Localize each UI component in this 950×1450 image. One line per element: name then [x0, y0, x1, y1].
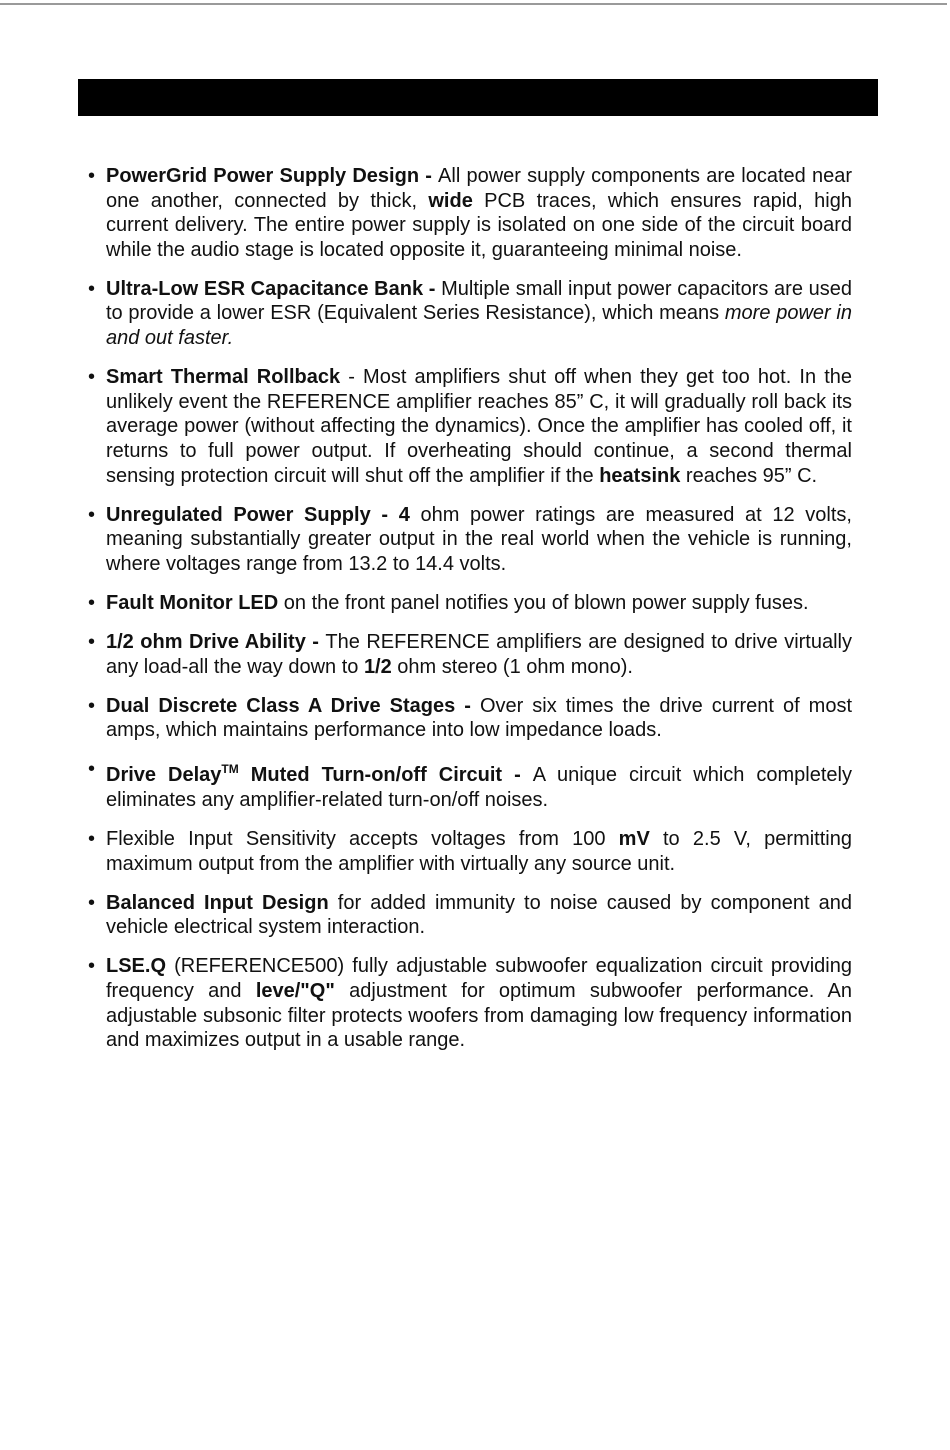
feature-item: [88, 827, 852, 876]
feature-text: Over six times the drive current of most amps, which maintains performance into low impedance loads.: [106, 694, 852, 742]
feature-text: to 2.5 V, permitting maximum output from the amplifier with virtually any source unit.: [106, 828, 852, 875]
feature-text: The REFERENCE amplifiers are designed to drive virtually any load-all the way down to: [106, 631, 852, 678]
feature-item: [88, 891, 852, 940]
feature-text: reaches 95” C.: [680, 464, 818, 487]
feature-item: [88, 277, 852, 351]
feature-item: [88, 757, 852, 812]
feature-bold-text: Unregulated Power Supply - 4: [106, 503, 410, 526]
feature-bold-text: Ultra-Low ESR Capacitance Bank -: [106, 277, 442, 300]
feature-text: - Most amplifiers shut off when they get too hot. In the unlikely event the REFERENCE amplifier reaches 85” C, it will gradually roll back its average power (without affecting the dynamics). Once the amplifier has cooled off, it returns to full power output. If overheating should continue, a second thermal sensing protection circuit will shut off the amplifier if the: [106, 366, 853, 487]
feature-bold-text: Fault Monitor LED: [106, 591, 279, 614]
feature-bold-text: heatsink: [599, 464, 681, 487]
bullet-icon: •: [88, 631, 96, 653]
bullet-icon: •: [88, 503, 96, 526]
feature-bold-text: Drive Delay: [106, 764, 222, 787]
feature-bold-text: Balanced Input Design: [106, 891, 329, 914]
feature-text: for added immunity to noise caused by component and vehicle electrical system interaction.: [106, 891, 853, 939]
bullet-icon: •: [88, 758, 96, 781]
bullet-icon: •: [88, 694, 96, 717]
feature-text: Flexible Input Sensitivity accepts voltages from 100: [106, 828, 619, 851]
top-rule: [0, 3, 947, 5]
feature-text: A unique circuit which completely eliminates any amplifier-related turn-on/off noises.: [106, 764, 852, 811]
bullet-icon: •: [88, 955, 96, 978]
bullet-icon: •: [88, 277, 96, 300]
feature-text: All power supply components are located near one another, connected by thick,: [106, 165, 852, 212]
feature-bold-text: leve/"Q": [255, 980, 335, 1003]
feature-bold-text: mV: [618, 828, 650, 851]
feature-item: [88, 591, 852, 616]
feature-bold-text: LSE.Q: [106, 955, 167, 978]
bullet-icon: •: [88, 891, 96, 914]
feature-list: [88, 164, 852, 1067]
feature-bold-text: 1/2: [363, 655, 392, 678]
feature-text: adjustment for optimum subwoofer performance. An adjustable subsonic filter protects woofers from damaging low frequency information and maximizes output in a usable range.: [106, 980, 852, 1052]
feature-bold-text: PowerGrid Power Supply Design -: [106, 165, 439, 187]
feature-text: Multiple small input power capacitors are used to provide a lower ESR (Equivalent Series Resistance), which means: [106, 277, 852, 325]
bullet-icon: •: [88, 165, 96, 187]
feature-text: on the front panel notifies you of blown power supply fuses.: [278, 591, 809, 614]
feature-item: [88, 365, 852, 488]
trademark-superscript: TM: [221, 762, 239, 777]
feature-item: [88, 503, 852, 577]
bullet-icon: •: [88, 828, 96, 851]
section-header-bar: [78, 79, 878, 116]
feature-bold-text: Smart Thermal Rollback: [106, 366, 341, 389]
feature-item: [88, 694, 852, 743]
feature-text: more power in and out faster.: [106, 302, 852, 350]
feature-item: [88, 954, 852, 1052]
feature-text: PCB traces, which ensures rapid, high current delivery. The entire power supply is isolated on one side of the circuit board while the audio stage is located opposite it, guaranteeing minimal noise.: [106, 189, 852, 261]
feature-text: ohm power ratings are measured at 12 volts, meaning substantially greater output in the real world when the vehicle is running, where voltages range from 13.2 to 14.4 volts.: [106, 503, 852, 575]
feature-text: ohm stereo (1 ohm mono).: [391, 655, 633, 678]
bullet-icon: •: [88, 366, 96, 389]
feature-bold-text: 1/2 ohm Drive Ability -: [106, 631, 326, 653]
feature-item: [88, 164, 852, 262]
feature-bold-text: wide: [428, 189, 473, 212]
bullet-icon: •: [88, 591, 96, 614]
feature-bold-text: Dual Discrete Class A Drive Stages -: [106, 694, 480, 717]
feature-item: [88, 630, 852, 679]
feature-text: (REFERENCE500) fully adjustable subwoofer equalization circuit providing frequency and: [106, 955, 852, 1003]
feature-bold-text: Muted Turn-on/off Circuit -: [238, 764, 533, 787]
